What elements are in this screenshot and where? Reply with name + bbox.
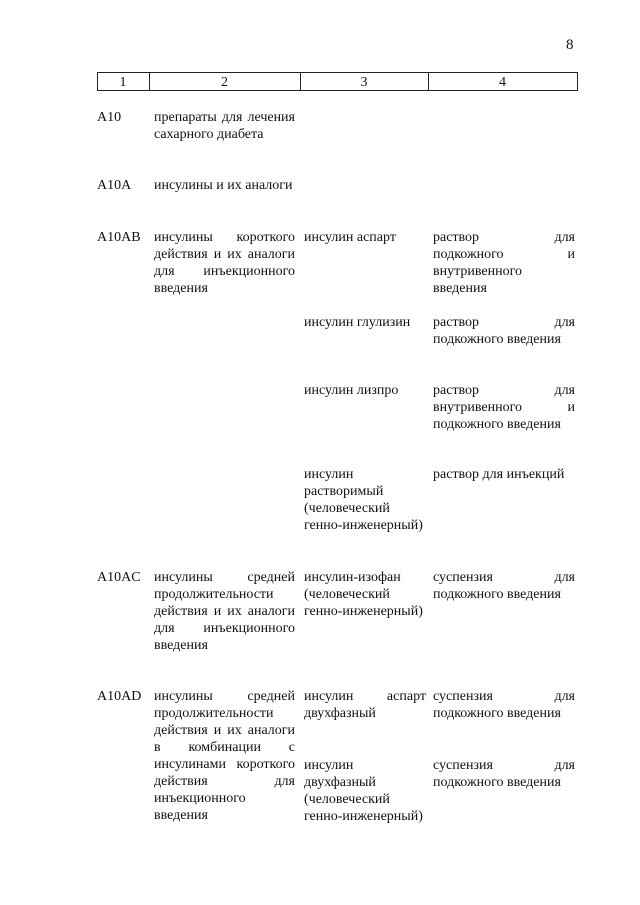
group-name: инсулины средней продолжительности действия и их аналоги в комбинации с инсулинами короткого действия для инъекционного введения (154, 689, 295, 823)
group-name: инсулины средней продолжительности действия и их аналоги для инъекционного введения (154, 570, 295, 653)
dosage-form: суспензия для подкожного введения (433, 758, 575, 790)
atc-code: A10A (97, 178, 132, 193)
dosage-form: суспензия для подкожного введения (433, 689, 575, 721)
atc-code: A10AC (97, 570, 141, 585)
header-col-4: 4 (499, 75, 506, 90)
drug-name: инсулин аспарт двухфазный (304, 689, 426, 721)
dosage-form: раствор для внутривенного и подкожного введения (433, 383, 575, 432)
dosage-form: раствор для инъекций (433, 467, 565, 482)
dosage-form: раствор для подкожного и внутривенного введения (433, 230, 575, 296)
atc-code: A10AD (97, 689, 142, 704)
page-number: 8 (566, 37, 574, 53)
header-col-3: 3 (360, 75, 368, 90)
header-col-1: 1 (119, 75, 127, 90)
group-name: инсулины короткого действия и их аналоги для инъекционного введения (154, 230, 295, 296)
header-divider (577, 72, 578, 91)
group-name: препараты для лечения сахарного диабета (154, 110, 295, 142)
drug-name: инсулин растворимый (человеческий генно-инженерный) (304, 467, 423, 533)
header-top-rule (97, 72, 578, 73)
atc-code: A10 (97, 110, 122, 125)
header-col-2: 2 (221, 75, 228, 90)
drug-name: инсулин-изофан (человеческий генно-инженерный) (304, 570, 423, 619)
drug-name: инсулин лизпро (304, 383, 399, 398)
drug-name: инсулин глулизин (304, 315, 411, 330)
drug-name: инсулин двухфазный (человеческий генно-инженерный) (304, 758, 423, 824)
drug-name: инсулин аспарт (304, 230, 396, 245)
group-name: инсулины и их аналоги (154, 178, 293, 193)
atc-code: A10AB (97, 230, 141, 245)
dosage-form: раствор для подкожного введения (433, 315, 575, 347)
dosage-form: суспензия для подкожного введения (433, 570, 575, 602)
